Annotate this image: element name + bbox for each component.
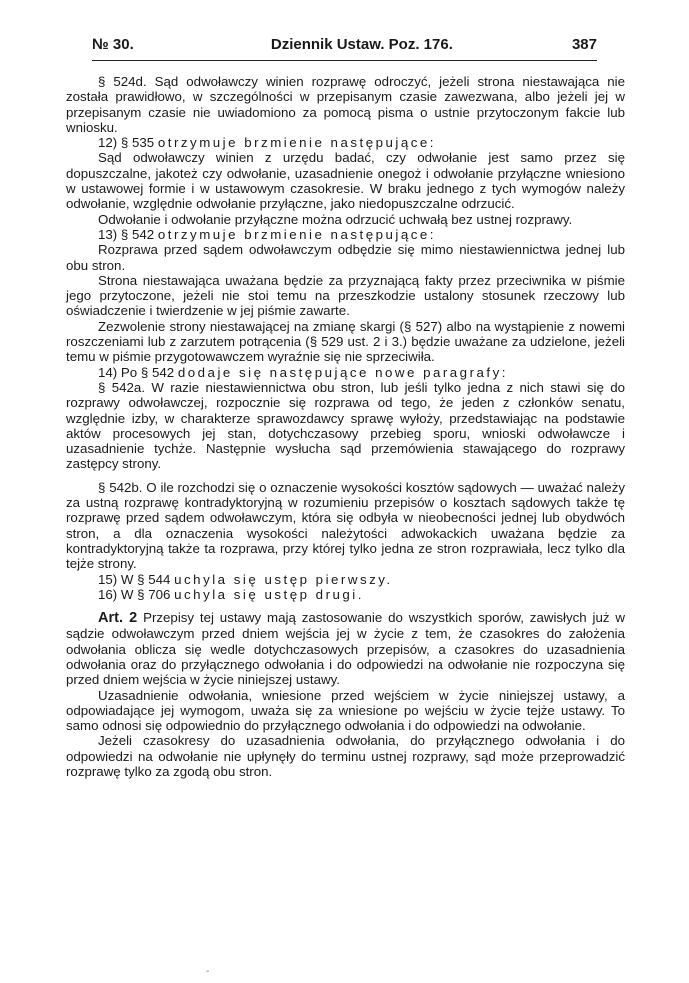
paragraph-535-text-1: Sąd odwoławczy winien z urzędu badać, czy odwołanie jest samo przez się dopuszczalne, jakoteż czy odwołanie, uzasadnienie onegoż i odwołanie przyłączne wniesiono w ustawowej formie i w ustawowym czasokresie. W braku jednego z tych wymogów należy odwołanie, względnie odwołanie przyłączne, jako niedopuszczalne odrzucić. bbox=[66, 150, 625, 212]
page-number: 387 bbox=[571, 36, 597, 53]
paragraph-542b: § 542b. O ile rozchodzi się o oznaczenie wysokości kosztów sądowych — uważać należy za ustną rozprawę kontradyktoryjną w rozumieniu przepisów o kosztach sądowych także tę rozprawę przed sądem odwoławczym, która się odbyła w nieobecności jednej lub obydwóch stron, a dla oznaczenia wysokości należytości adwokackich uważana będzie za kontradyktoryjną także ta rozprawa, przy której tylko jedna ze stron rozprawiała, lecz tylko dla tejże strony. bbox=[66, 479, 625, 572]
paragraph-542-text-1: Rozprawa przed sądem odwoławczym odbędzie się mimo niestawiennictwa jednej lub obu stron. bbox=[66, 242, 625, 273]
item-14-spaced-text: dodaje się następujące nowe paragrafy: bbox=[177, 364, 508, 380]
footer-mark: - bbox=[206, 966, 210, 977]
article-2-text: Przepisy tej ustawy mają zastosowanie do wszystkich sporów, zawisłych już w sądzie odwoławczym przed dniem wejścia jej w życie z tem, że czasokres do założenia odwołania oblicza się wedle dotychczasowych przepisów, a czasokres do uzasadnienia odwołania oraz do przyłącznego odwołania i do odpowiedzi na odwołanie nie rozpoczyna się przed dniem wejścia w życie niniejszej ustawy. bbox=[66, 610, 625, 688]
item-16-prefix: 16) W § 706 bbox=[98, 586, 171, 602]
paragraph-535-text-2: Odwołanie i odwołanie przyłączne można odrzucić uchwałą bez ustnej rozprawy. bbox=[98, 211, 573, 227]
article-2-paragraph-1 bbox=[66, 610, 625, 687]
article-2-paragraph-2: Uzasadnienie odwołania, wniesione przed wejściem w życie niniejszej ustawy, a odpowiadające jej wymogom, uważa się za wniesione po wejściu w życie tejże ustawy. To samo odnosi się odpowiednio do przyłącznego odwołania i do odpowiedzi na odwołanie. bbox=[66, 687, 625, 734]
article-2-paragraph-3: Jeżeli czasokresy do uzasadnienia odwołania, do przyłącznego odwołania i do odpowiedzi na odwołanie nie upłynęły do terminu ustnej rozprawy, sąd może przeprowadzić rozprawę tylko za zgodą obu stron. bbox=[66, 733, 625, 780]
document-body bbox=[66, 74, 625, 779]
item-13-prefix: 13) § 542 bbox=[98, 226, 155, 242]
paragraph-542-text-3: Zezwolenie strony niestawającej na zmianę skargi (§ 527) albo na wystąpienie z nowemi roszczeniami lub z zarzutem potrącenia (§ 529 ust. 2 i 3.) będzie uważane za udzielone, jeżeli temu w piśmie przygotowawczem wyraźnie się nie sprzeciwiła. bbox=[66, 318, 625, 365]
header-rule bbox=[92, 60, 597, 61]
item-14-heading bbox=[66, 365, 625, 380]
item-12-prefix: 12) § 535 bbox=[98, 135, 155, 151]
item-12-spaced-text: otrzymuje brzmienie następujące: bbox=[157, 135, 436, 151]
item-15-heading bbox=[66, 572, 625, 587]
item-15-prefix: 15) W § 544 bbox=[98, 571, 171, 587]
item-16-spaced-text: uchyla się ustęp drugi. bbox=[174, 586, 364, 602]
item-13-heading bbox=[66, 227, 625, 242]
item-15-spaced-text: uchyla się ustęp pierwszy. bbox=[174, 571, 393, 587]
item-14-prefix: 14) Po § 542 bbox=[98, 364, 175, 380]
paragraph-542-text-2: Strona niestawająca uważana będzie za przyznającą fakty przez przeciwnika w piśmie jego przytoczone, jeżeli nie stoi temu na przeszkodzie ustalony stosunek rzeczowy lub oświadczenie i twierdzenie w jej piśmie zawarte. bbox=[66, 272, 625, 319]
paragraph-542a: § 542a. W razie niestawiennictwa obu stron, lub jeśli tylko jedna z nich stawi się do rozprawy odwoławczej, rozpocznie się rozprawa od tego, że jeden z członków senatu, względnie izby, w charakterze sprawozdawcy sprawę wyłoży, przedstawiając na podstawie aktów procesowych jej stan, dotychczasowy przebieg sporu, wnioski odwoławcze i uzasadnienie tychże. Następnie wysłucha sąd przemówienia stawającego do rozprawy zastępcy strony. bbox=[66, 379, 625, 472]
item-12-heading bbox=[66, 135, 625, 150]
item-13-spaced-text: otrzymuje brzmienie następujące: bbox=[157, 226, 436, 242]
issue-number: № 30. bbox=[92, 36, 134, 53]
page-header bbox=[92, 36, 597, 53]
article-2-label: Art. 2 bbox=[98, 610, 138, 627]
journal-title: Dziennik Ustaw. Poz. 176. bbox=[270, 36, 453, 53]
item-16-heading bbox=[66, 587, 625, 602]
paragraph-524d: § 524d. Sąd odwoławczy winien rozprawę odroczyć, jeżeli strona niestawająca nie została prawidłowo, w szczególności w przepisanym czasie zawezwana, albo jeżeli jej w przepisanym czasie nie uwiadomiono za pomocą pisma o ustnie przytoczonym fakcie lub wniosku. bbox=[66, 74, 625, 135]
